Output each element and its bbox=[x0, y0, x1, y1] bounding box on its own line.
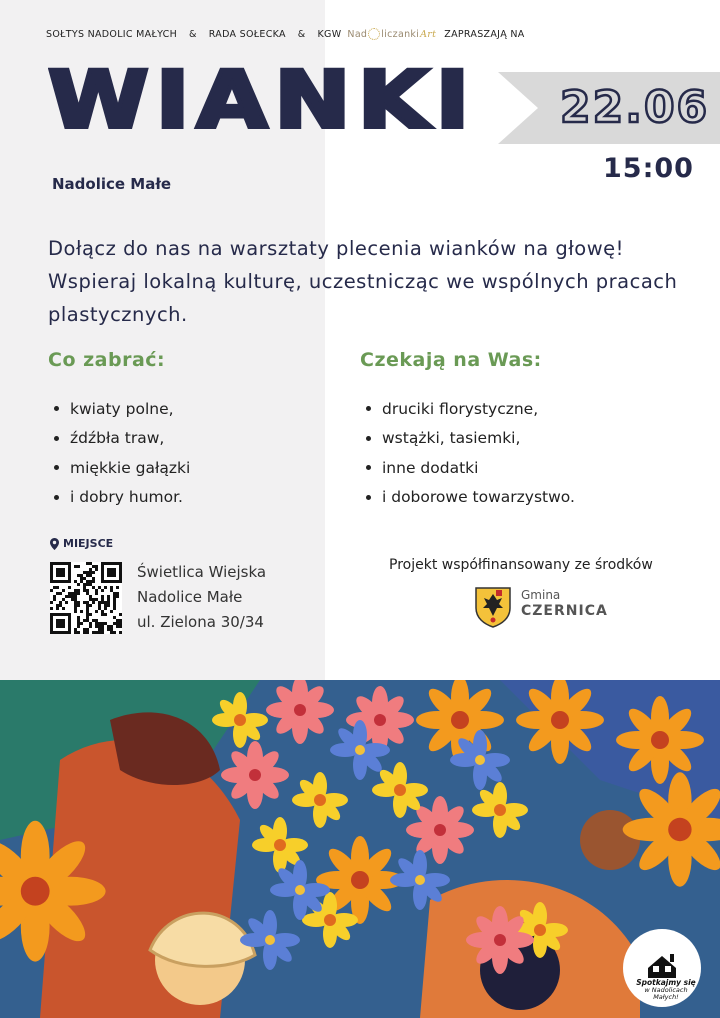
ampersand: & bbox=[297, 28, 306, 40]
place-label-text: MIEJSCE bbox=[63, 537, 114, 550]
bring-list bbox=[54, 394, 190, 512]
bullet bbox=[366, 436, 371, 441]
badge-line: Małych! bbox=[653, 993, 679, 1001]
badge-text bbox=[636, 979, 696, 1001]
organizer-rada: RADA SOŁECKA bbox=[208, 28, 286, 40]
organizer-kgw: KGW bbox=[317, 28, 342, 40]
address-line: Nadolice Małe bbox=[137, 588, 243, 606]
waiting-heading: Czekają na Was: bbox=[360, 349, 542, 371]
badge-line: Spotkajmy się bbox=[636, 978, 696, 987]
list-item bbox=[366, 483, 575, 513]
czernica-crest-icon bbox=[474, 586, 512, 628]
bullet bbox=[54, 406, 59, 411]
gmina-name: CZERNICA bbox=[521, 603, 608, 619]
event-date: 22.06 bbox=[560, 82, 710, 133]
list-item-text: źdźbła traw, bbox=[70, 429, 165, 448]
event-title: WIANKI bbox=[48, 56, 477, 146]
bullet bbox=[54, 465, 59, 470]
list-item-text: wstążki, tasiemki, bbox=[382, 429, 521, 448]
organizers-line bbox=[46, 28, 525, 40]
organizer-soltys: SOŁTYS NADOLIC MAŁYCH bbox=[46, 28, 178, 40]
list-item bbox=[366, 394, 575, 424]
list-item bbox=[366, 453, 575, 483]
invite-text: ZAPRASZAJĄ NA bbox=[444, 28, 525, 40]
bullet bbox=[366, 465, 371, 470]
flower-icon bbox=[368, 28, 380, 40]
gmina-label: Gmina bbox=[521, 588, 561, 602]
kgw-logo-part: Nad bbox=[347, 28, 368, 40]
bring-heading: Co zabrać: bbox=[48, 349, 166, 371]
list-item bbox=[54, 424, 190, 454]
list-item-text: druciki florystyczne, bbox=[382, 399, 539, 418]
kgw-logo-part: liczanki bbox=[381, 28, 420, 40]
list-item bbox=[54, 453, 190, 483]
map-pin-icon bbox=[50, 538, 59, 550]
list-item-text: kwiaty polne, bbox=[70, 399, 174, 418]
event-village: Nadolice Małe bbox=[52, 175, 172, 193]
address-line: ul. Zielona 30/34 bbox=[137, 613, 264, 631]
bullet bbox=[54, 495, 59, 500]
list-item bbox=[54, 483, 190, 513]
flower-illustration bbox=[0, 680, 720, 1018]
kgw-logo bbox=[347, 28, 436, 40]
list-item bbox=[54, 394, 190, 424]
bullet bbox=[54, 436, 59, 441]
sponsor-text: Projekt współfinansowany ze środków bbox=[389, 557, 653, 573]
address bbox=[137, 560, 266, 635]
address-line: Świetlica Wiejska bbox=[137, 563, 267, 581]
list-item-text: i doborowe towarzystwo. bbox=[382, 488, 575, 507]
ampersand: & bbox=[189, 28, 197, 40]
waiting-list bbox=[366, 394, 575, 512]
list-item bbox=[366, 424, 575, 454]
event-time: 15:00 bbox=[603, 153, 694, 184]
intro-text: Dołącz do nas na warsztaty plecenia wianków na głowę! Wspieraj lokalną kulturę, uczestnicząc we wspólnych pracach plastycznych. bbox=[48, 237, 678, 326]
list-item-text: inne dodatki bbox=[382, 458, 479, 477]
bullet bbox=[366, 406, 371, 411]
list-item-text: miękkie gałązki bbox=[70, 458, 191, 477]
place-label bbox=[50, 537, 113, 550]
kgw-logo-art: Art bbox=[420, 28, 437, 40]
qr-code[interactable] bbox=[50, 562, 122, 634]
bullet bbox=[366, 495, 371, 500]
badge-line: w Nadolicach bbox=[644, 986, 688, 994]
list-item-text: i dobry humor. bbox=[70, 488, 183, 507]
